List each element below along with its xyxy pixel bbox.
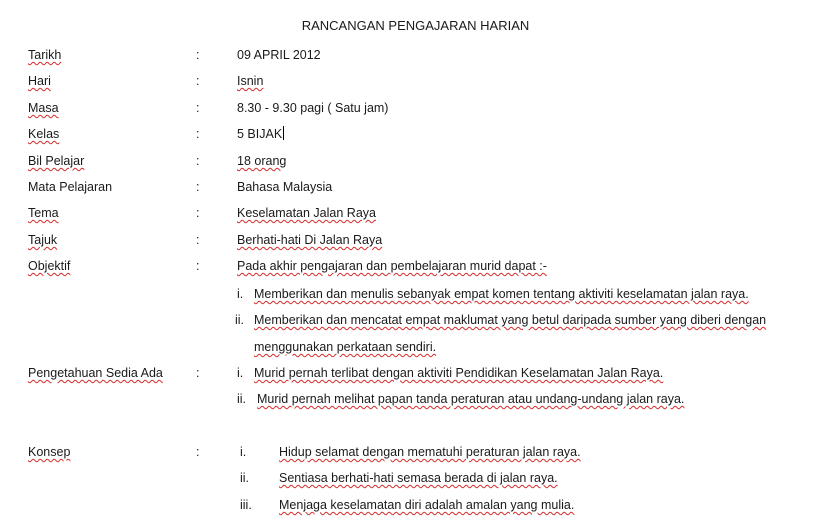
value-masa: 8.30 - 9.30 pagi ( Satu jam) <box>237 101 389 115</box>
label-mata-pelajaran: Mata Pelajaran <box>28 180 113 194</box>
value-tajuk: Berhati-hati Di Jalan Raya <box>237 233 383 247</box>
list-item: Sentiasa berhati-hati semasa berada di jalan raya. <box>279 471 558 485</box>
list-number: i. <box>240 445 247 459</box>
list-item: Menjaga keselamatan diri adalah amalan yang mulia. <box>279 498 575 512</box>
label-objektif: Objektif <box>28 259 71 273</box>
list-item-continuation: menggunakan perkataan sendiri. <box>254 340 437 354</box>
label-hari: Hari <box>28 74 51 88</box>
label-tema: Tema <box>28 206 59 220</box>
list-number: ii. <box>237 392 247 406</box>
value-mata-pelajaran: Bahasa Malaysia <box>237 180 333 194</box>
label-tajuk: Tajuk <box>28 233 58 247</box>
colon: : <box>196 101 200 115</box>
value-kelas <box>237 126 284 142</box>
label-bil-pelajar: Bil Pelajar <box>28 154 85 168</box>
label-tarikh: Tarikh <box>28 48 62 62</box>
colon: : <box>196 259 200 273</box>
colon: : <box>196 127 200 141</box>
document-title: RANCANGAN PENGAJARAN HARIAN <box>301 18 530 33</box>
colon: : <box>196 233 200 247</box>
label-konsep: Konsep <box>28 445 71 459</box>
text-cursor <box>283 126 284 140</box>
list-number: ii. <box>235 313 245 327</box>
list-number: i. <box>237 287 244 301</box>
colon: : <box>196 48 200 62</box>
value-objektif: Pada akhir pengajaran dan pembelajaran murid dapat :- <box>237 259 547 273</box>
colon: : <box>196 154 200 168</box>
value-kelas-text: 5 BIJAK <box>237 127 283 141</box>
list-item: Memberikan dan mencatat empat maklumat yang betul daripada sumber yang diberi dengan <box>254 313 767 327</box>
value-tarikh: 09 APRIL 2012 <box>237 48 321 62</box>
value-tema: Keselamatan Jalan Raya <box>237 206 376 220</box>
colon: : <box>196 180 200 194</box>
label-pengetahuan-sedia-ada: Pengetahuan Sedia Ada <box>28 366 163 380</box>
list-item: Memberikan dan menulis sebanyak empat komen tentang aktiviti keselamatan jalan raya. <box>254 287 749 301</box>
list-number: i. <box>237 366 244 380</box>
list-item: Murid pernah terlibat dengan aktiviti Pendidikan Keselamatan Jalan Raya. <box>254 366 664 380</box>
list-number: ii. <box>240 471 250 485</box>
colon: : <box>196 366 200 380</box>
label-kelas: Kelas <box>28 127 60 141</box>
label-masa: Masa <box>28 101 59 115</box>
list-item: Murid pernah melihat papan tanda peraturan atau undang-undang jalan raya. <box>257 392 685 406</box>
colon: : <box>196 74 200 88</box>
colon: : <box>196 445 200 459</box>
list-item: Hidup selamat dengan mematuhi peraturan jalan raya. <box>279 445 581 459</box>
list-number: iii. <box>240 498 252 512</box>
colon: : <box>196 206 200 220</box>
value-hari: Isnin <box>237 74 264 88</box>
value-bil-pelajar: 18 orang <box>237 154 287 168</box>
